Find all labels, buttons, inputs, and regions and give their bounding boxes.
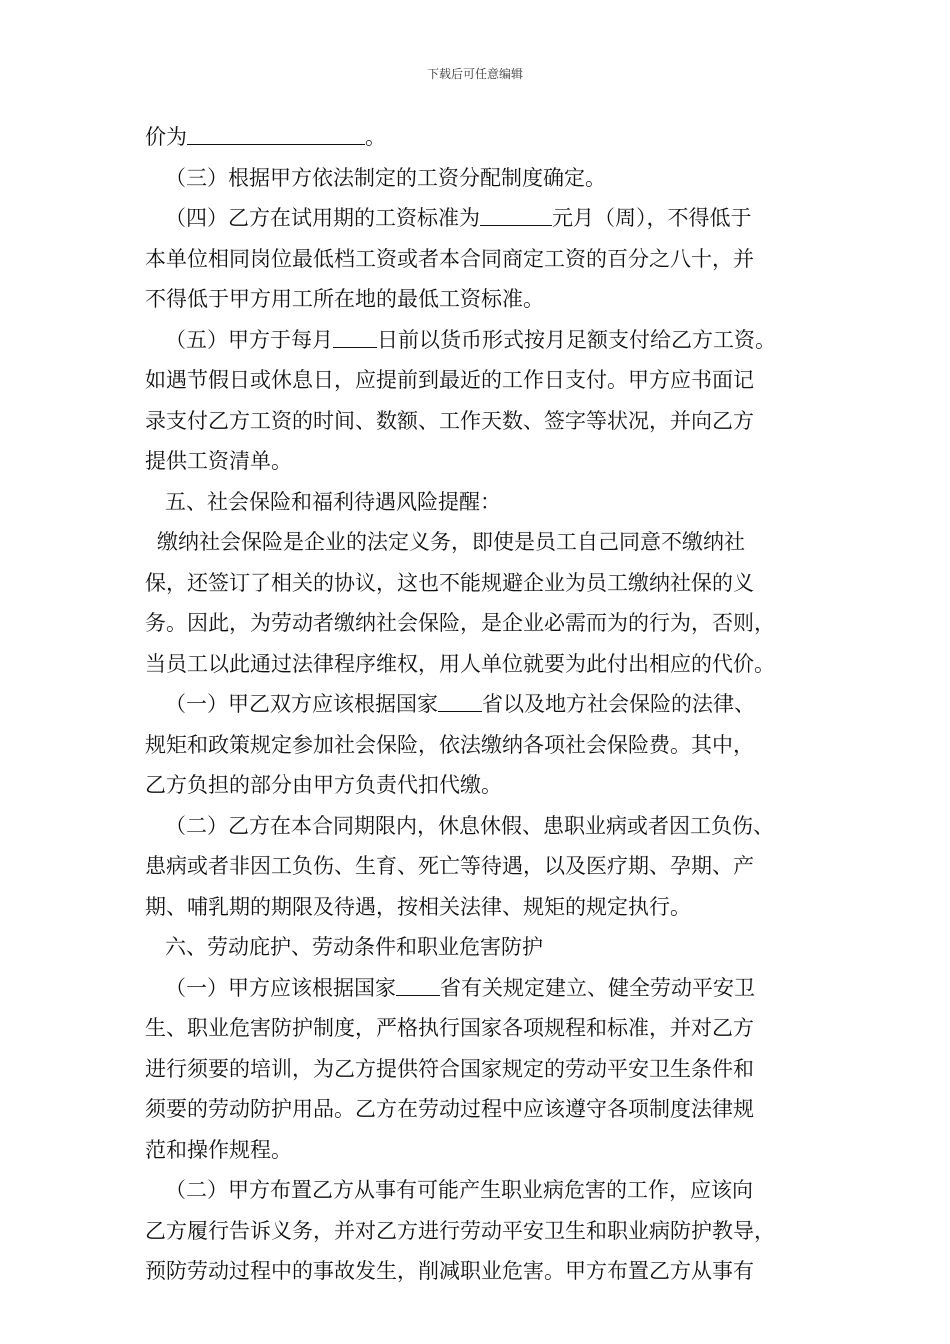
text-line: 患病或者非因工负伤、生育、死亡等待遇，以及医疗期、孕期、产 xyxy=(145,854,754,878)
text-line: 务。因此，为劳动者缴纳社会保险，是企业必需而为的行为，否则， xyxy=(145,611,775,635)
section-heading: 五、社会保险和福利待遇风险提醒： xyxy=(165,489,501,514)
section-heading: 六、劳动庇护、劳动条件和职业危害防护 xyxy=(165,935,543,959)
text-line: 期、哺乳期的期限及待遇，按相关法律、规矩的规定执行。 xyxy=(145,894,691,919)
text-line: 当员工以此通过法律程序维权，用人单位就要为此付出相应的代价。 xyxy=(145,651,775,676)
text-line: 本单位相同岗位最低档工资或者本合同商定工资的百分之八十，并 xyxy=(145,246,754,271)
line-text: 元月（周），不得低于 xyxy=(552,206,752,230)
text-line: 进行须要的培训，为乙方提供符合国家规定的劳动平安卫生条件和 xyxy=(145,1056,754,1081)
page-header: 下载后可任意编辑 xyxy=(426,67,523,81)
text-line: （二）甲方布置乙方从事有可能产生职业病危害的工作，应该向 xyxy=(165,1178,753,1202)
line-text: 。 xyxy=(365,125,386,149)
line-text: （四）乙方在试用期的工资标准为 xyxy=(165,206,480,230)
text-line: 不得低于甲方用工所在地的最低工资标准。 xyxy=(145,287,544,311)
line-text: （一）甲方应该根据国家 xyxy=(165,975,396,1000)
text-line: 提供工资清单。 xyxy=(145,449,292,473)
fill-blank[interactable] xyxy=(187,124,365,145)
text-line: 保，还签订了相关的协议，这也不能规避企业为员工缴纳社保的义 xyxy=(145,570,754,595)
fill-blank[interactable] xyxy=(480,205,552,226)
fill-blank[interactable] xyxy=(438,691,482,712)
text-line: （二）乙方在本合同期限内，休息休假、患职业病或者因工负伤、 xyxy=(165,813,774,838)
text-line xyxy=(145,968,815,1009)
text-line xyxy=(145,117,815,158)
line-text: 省有关规定建立、健全劳动平安卫 xyxy=(440,975,755,1000)
text-line xyxy=(145,320,815,361)
line-text: （五）甲方于每月 xyxy=(165,327,333,352)
text-line: 缴纳社会保险是企业的法定义务，即使是员工自己同意不缴纳社 xyxy=(157,530,745,554)
text-line: （三）根据甲方依法制定的工资分配制度确定。 xyxy=(165,165,606,190)
text-line: 乙方履行告诉义务，并对乙方进行劳动平安卫生和职业病防护教导， xyxy=(145,1218,775,1243)
text-line: 范和操作规程。 xyxy=(145,1137,292,1162)
line-text: （一）甲乙双方应该根据国家 xyxy=(165,692,438,716)
text-line: 生、职业危害防护制度，严格执行国家各项规程和标准，并对乙方 xyxy=(145,1016,754,1040)
line-text: 省以及地方社会保险的法律、 xyxy=(482,692,755,716)
text-line: 乙方负担的部分由甲方负责代扣代缴。 xyxy=(145,773,502,797)
text-line: 如遇节假日或休息日，应提前到最近的工作日支付。甲方应书面记 xyxy=(145,368,754,392)
text-line: 录支付乙方工资的时间、数额、工作天数、签字等状况，并向乙方 xyxy=(145,408,754,433)
document-body xyxy=(145,117,815,1292)
line-text: 价为 xyxy=(145,125,187,149)
text-line: 预防劳动过程中的事故发生，削减职业危害。甲方布置乙方从事有 xyxy=(145,1259,754,1283)
text-line: 须要的劳动防护用品。乙方在劳动过程中应该遵守各项制度法律规 xyxy=(145,1097,754,1121)
fill-blank[interactable] xyxy=(396,975,440,996)
fill-blank[interactable] xyxy=(333,327,377,348)
line-text: 日前以货币形式按月足额支付给乙方工资。 xyxy=(377,327,776,352)
text-line: 规矩和政策规定参加社会保险，依法缴纳各项社会保险费。其中， xyxy=(145,732,754,757)
text-line xyxy=(145,684,815,725)
text-line xyxy=(145,198,815,239)
